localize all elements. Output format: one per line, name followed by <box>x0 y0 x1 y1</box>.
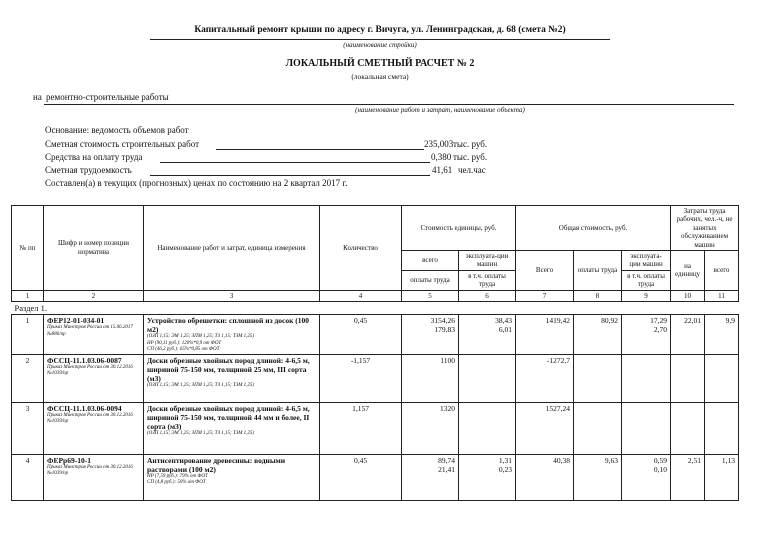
construction-title: Капитальный ремонт крыши по адресу г. Вичуга, ул. Ленинградская, д. 68 (смета №2) <box>194 25 566 35</box>
header-name: Наименование работ и затрат, единица измерения <box>144 206 320 291</box>
row-labor-total <box>705 403 739 455</box>
row-note: НР (90,11 руб.): 120%*0,9 от ФОТ <box>147 340 222 346</box>
header-unit-incl-wage: в т.ч. оплаты труда <box>459 270 516 290</box>
row-unit-all: 89,74 <box>438 456 455 466</box>
labor-underline <box>150 175 430 176</box>
header-labor-unit: на единицу <box>671 250 705 290</box>
row-name-cell <box>144 315 320 355</box>
row-labor-unit: 2,51 <box>671 455 705 501</box>
col-number: 6 <box>459 290 516 301</box>
row-name-cell <box>144 403 320 455</box>
row-name-cell <box>144 455 320 501</box>
row-note: (ОЗП 1,15; ЭМ 1,25; ЗПМ 1,25; ТЗ 1,15; ТЗМ 1,25) <box>147 383 255 389</box>
column-numbers-row <box>12 290 739 301</box>
row-unit-all: 1100 <box>402 355 459 403</box>
doc-title: ЛОКАЛЬНЫЙ СМЕТНЫЙ РАСЧЕТ № 2 <box>285 58 475 69</box>
row-total-mach-cell <box>622 455 671 501</box>
row-name: Устройство обрешетки: сплошной из досок (100 м2) <box>147 316 310 335</box>
row-labor-total: 1,13 <box>705 455 739 501</box>
table-row <box>12 455 739 501</box>
compiled-text: Составлен(а) в текущих (прогнозных) ценах по состоянию на 2 квартал 2017 г. <box>45 178 348 188</box>
row-qty: 1,157 <box>320 403 402 455</box>
row-unit-mach <box>459 403 516 455</box>
row-total-mach <box>622 355 671 403</box>
row-unit-mach <box>459 355 516 403</box>
work-caption: (наименование работ и затрат, наименование объекта) <box>355 106 525 114</box>
col-number: 2 <box>44 290 144 301</box>
row-code-cell <box>44 355 144 403</box>
row-code: ФССЦ-11.1.03.06-0087 <box>47 356 122 366</box>
row-unit-mach-wage: 0,23 <box>498 465 512 475</box>
row-total-mach <box>622 403 671 455</box>
section-title: Раздел 1. <box>12 302 739 315</box>
row-labor-unit <box>671 355 705 403</box>
row-order: Приказ Минстроя России от 30.12.2016 №1039/пр <box>47 465 133 477</box>
doc-subtitle: (локальная смета) <box>351 72 409 81</box>
header-total-machine: эксплуата-ции машин <box>622 250 671 270</box>
row-code-cell <box>44 403 144 455</box>
row-labor-total <box>705 355 739 403</box>
row-name: Доски обрезные хвойных пород длиной: 4-6,5 м, шириной 75-150 мм, толщиной 44 мм и более, II сорта (м3) <box>147 404 310 432</box>
header-labor: Затраты труда рабочих, чел.-ч, не занятых обслуживанием машин <box>671 206 739 251</box>
col-number: 11 <box>705 290 739 301</box>
header-total-incl-wage: в т.ч. оплаты труда <box>622 270 671 290</box>
row-qty: 0,45 <box>320 315 402 355</box>
wage-value: 0,380 <box>431 152 452 162</box>
row-code-cell <box>44 455 144 501</box>
header-unit-cost: Стоимость единицы, руб. <box>402 206 516 251</box>
row-total: 1419,42 <box>516 315 574 355</box>
header-unit-wage: оплаты труда <box>402 270 459 290</box>
row-total-wage <box>574 403 622 455</box>
row-labor-unit: 22,01 <box>671 315 705 355</box>
table-row <box>12 315 739 355</box>
row-note: СП (4,8 руб.): 50% от ФОТ <box>147 480 206 486</box>
row-labor-unit <box>671 403 705 455</box>
row-unit-all-cell <box>402 455 459 501</box>
row-no: 4 <box>12 455 44 501</box>
row-total-mach: 0,59 <box>653 456 668 466</box>
row-unit-all: 3154,26 <box>430 316 455 326</box>
wage-label: Средства на оплату труда <box>45 152 143 162</box>
row-labor-total: 9,9 <box>705 315 739 355</box>
cost-label: Сметная стоимость строительных работ <box>45 139 200 149</box>
labor-label: Сметная трудоемкость <box>45 165 132 175</box>
row-unit-mach: 38,43 <box>495 316 512 326</box>
row-unit-mach-cell <box>459 315 516 355</box>
row-qty: -1,157 <box>320 355 402 403</box>
row-note: СП (46,2 руб.): 65%*0,85 от ФОТ <box>147 346 220 352</box>
cost-unit: тыс. руб. <box>453 139 488 149</box>
col-number: 3 <box>144 290 320 301</box>
col-number: 5 <box>402 290 459 301</box>
col-number: 10 <box>671 290 705 301</box>
header-unit-all: всего <box>402 250 459 270</box>
construction-caption: (наименование стройки) <box>343 41 417 49</box>
col-number: 9 <box>622 290 671 301</box>
labor-value: 41,61 <box>432 165 453 175</box>
header-code: Шифр и номер позиции норматива <box>44 206 144 291</box>
row-note: (ОЗП 1,15; ЭМ 1,25; ЗПМ 1,25; ТЗ 1,15; ТЗМ 1,25) <box>147 334 255 340</box>
cost-underline <box>216 149 424 150</box>
row-total-wage: 9,63 <box>574 455 622 501</box>
row-total: 1527,24 <box>516 403 574 455</box>
col-number: 8 <box>574 290 622 301</box>
row-unit-mach-cell <box>459 455 516 501</box>
row-code: ФССЦ-11.1.03.06-0094 <box>47 404 122 414</box>
construction-underline <box>150 39 610 40</box>
row-code: ФЕРр69-10-1 <box>47 456 91 466</box>
row-total: -1272,7 <box>516 355 574 403</box>
row-note: (ОЗП 1,15; ЭМ 1,25; ЗПМ 1,25; ТЗ 1,15; ТЗМ 1,25) <box>147 431 255 437</box>
row-total: 40,38 <box>516 455 574 501</box>
table-row <box>12 355 739 403</box>
row-total-wage <box>574 355 622 403</box>
header-no: № пп <box>12 206 44 291</box>
row-qty: 0,45 <box>320 455 402 501</box>
row-code-cell <box>44 315 144 355</box>
col-number: 7 <box>516 290 574 301</box>
header-qty: Количество <box>320 206 402 291</box>
wage-unit: тыс. руб. <box>453 152 488 162</box>
row-unit-wage: 179,83 <box>434 325 455 335</box>
row-name: Доски обрезные хвойных пород длиной: 4-6,5 м, шириной 75-150 мм, толщиной 25 мм, III сорта (м3) <box>147 356 310 384</box>
row-order: Приказ Минстроя России от 30.12.2016 №1039/пр <box>47 413 133 425</box>
estimate-table <box>11 205 739 501</box>
header-total-cost: Общая стоимость, руб. <box>516 206 671 251</box>
row-total-mach-wage: 0,10 <box>653 465 668 475</box>
row-name-cell <box>144 355 320 403</box>
header-labor-total: всего <box>705 250 739 290</box>
row-unit-mach: 1,31 <box>498 456 512 466</box>
row-unit-all: 1320 <box>402 403 459 455</box>
table-row <box>12 403 739 455</box>
row-total-mach-wage: 2,70 <box>653 325 668 335</box>
row-unit-all-cell <box>402 315 459 355</box>
row-order: Приказ Минстроя России от 15.06.2017 №886/пр <box>47 325 133 337</box>
row-code: ФЕР12-01-034-01 <box>47 316 105 326</box>
basis-text: Основание: ведомость объемов работ <box>45 125 189 135</box>
labor-unit: чел.час <box>458 165 486 175</box>
col-number: 1 <box>12 290 44 301</box>
row-total-mach: 17,29 <box>650 316 668 326</box>
row-no: 1 <box>12 315 44 355</box>
col-number: 4 <box>320 290 402 301</box>
header-total-all: Всего <box>516 250 574 290</box>
row-no: 2 <box>12 355 44 403</box>
row-total-wage: 80,92 <box>574 315 622 355</box>
work-prefix: на <box>33 92 42 102</box>
work-name: ремонтно-строительные работы <box>46 92 169 102</box>
row-order: Приказ Минстроя России от 30.12.2016 №1039/пр <box>47 365 133 377</box>
cost-value: 235,003 <box>424 139 454 149</box>
row-note: НР (7,59 руб.): 79% от ФОТ <box>147 474 208 480</box>
row-unit-wage: 21,41 <box>438 465 455 475</box>
header-unit-machine: эксплуата-ции машин <box>459 250 516 270</box>
work-underline <box>44 104 734 105</box>
row-no: 3 <box>12 403 44 455</box>
header-total-wage: оплаты труда <box>574 250 622 290</box>
row-name: Антисептирование древесины: водными растворами (100 м2) <box>147 456 286 475</box>
wage-underline <box>160 162 430 163</box>
row-unit-mach-wage: 6,01 <box>498 325 512 335</box>
row-total-mach-cell <box>622 315 671 355</box>
